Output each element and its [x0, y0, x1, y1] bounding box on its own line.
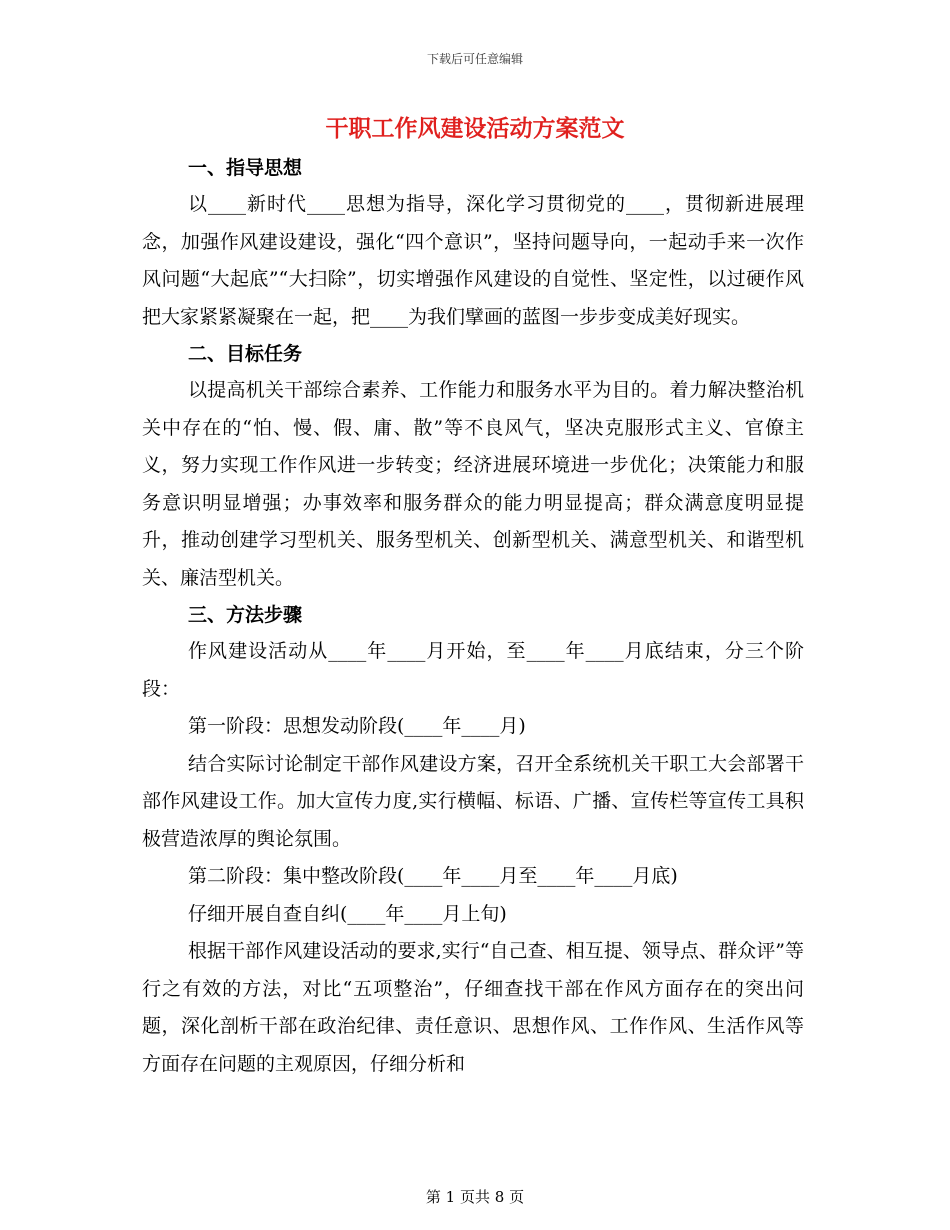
section-1-paragraph: 以____新时代____思想为指导，深化学习贯彻党的____，贯彻新进展理念，加强作风建设建设，强化“四个意识”，坚持问题导向，一起动手来一次作风问题“大起底”“大扫除”，切实增强作风建设的自觉性、坚定性，以过硬作风把大家紧紧凝聚在一起，把____为我们擘画的蓝图一步步变成美好现实。	[142, 193, 804, 328]
stage-1-heading: 第一阶段：思想发动阶段(____年____月)	[188, 715, 526, 737]
section-heading-1: 一、指导思想	[188, 157, 303, 179]
section-3-intro: 作风建设活动从____年____月开始，至____年____月底结束，分三个阶段：	[142, 640, 804, 700]
stage-2-subheading: 仔细开展自查自纠(____年____月上旬)	[188, 902, 507, 925]
stage-1-paragraph: 结合实际讨论制定干部作风建设方案，召开全系统机关干职工大会部署干部作风建设工作。加大宣传力度,实行横幅、标语、广播、宣传栏等宣传工具积极营造浓厚的舆论氛围。	[142, 752, 804, 850]
section-2-paragraph: 以提高机关干部综合素养、工作能力和服务水平为目的。着力解决整治机关中存在的“怕、慢、假、庸、散”等不良风气，坚决克服形式主义、官僚主义，努力实现工作作风进一步转变；经济进展环境进一步优化；决策能力和服务意识明显增强；办事效率和服务群众的能力明显提高；群众满意度明显提升，推动创建学习型机关、服务型机关、创新型机关、满意型机关、和谐型机关、廉洁型机关。	[142, 379, 804, 589]
section-heading-2: 二、目标任务	[188, 343, 303, 365]
document-title: 干职工作风建设活动方案范文	[325, 115, 625, 142]
stage-2-heading: 第二阶段：集中整改阶段(____年____月至____年____月底)	[188, 865, 678, 887]
document-body	[142, 150, 804, 1083]
stage-2-paragraph: 根据干部作风建设活动的要求,实行“自己查、相互提、领导点、群众评”等行之有效的方法，对比“五项整治”，仔细查找干部在作风方面存在的突出问题，深化剖析干部在政治纪律、责任意识、思想作风、工作作风、生活作风等方面存在问题的主观原因，仔细分析和	[142, 940, 804, 1075]
section-heading-3: 三、方法步骤	[188, 604, 303, 626]
page-footer: 第 1 页共 8 页	[425, 1188, 525, 1206]
header-note: 下载后可任意编辑	[426, 52, 523, 66]
